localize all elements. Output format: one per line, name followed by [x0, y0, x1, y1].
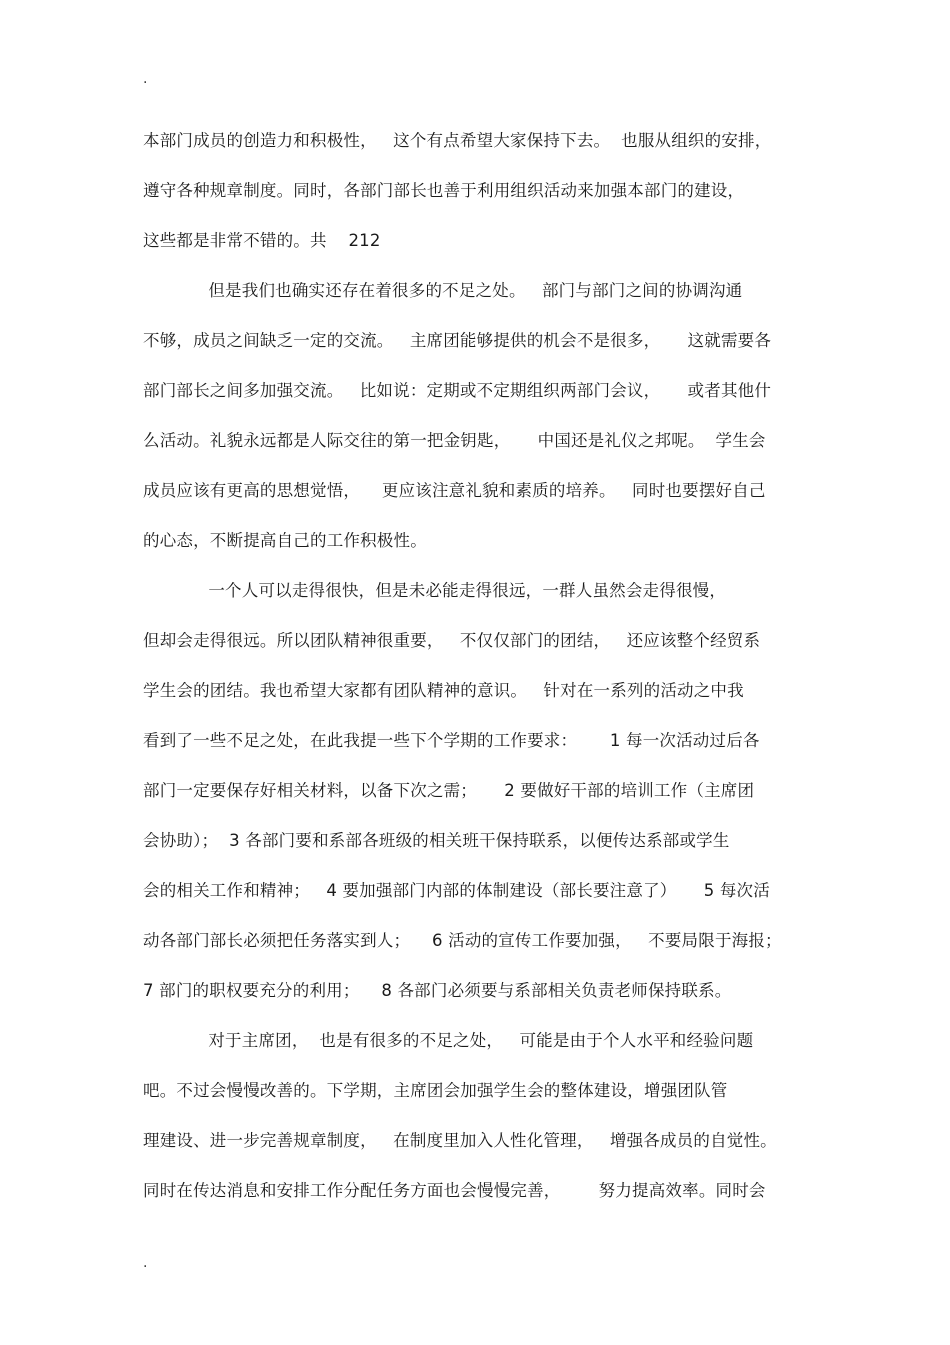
text-line-2: 遵守各种规章制度。同时，各部门部长也善于利用组织活动来加强本部门的建设， — [143, 181, 745, 200]
text-line-8: 成员应该有更高的思想觉悟， 更应该注意礼貌和素质的培养。 同时也要摆好自己 — [143, 481, 766, 500]
text-line-4: 但是我们也确实还存在着很多的不足之处。 部门与部门之间的协调沟通 — [143, 281, 743, 300]
text-line-12: 学生会的团结。我也希望大家都有团队精神的意识。 针对在一系列的活动之中我 — [143, 681, 744, 700]
text-line-1: 本部门成员的创造力和积极性， 这个有点希望大家保持下去。 也服从组织的安排， — [143, 131, 772, 150]
text-line-10: 一个人可以走得很快，但是未必能走得很远，一群人虽然会走得很慢， — [143, 581, 727, 600]
text-line-15: 会协助）； 3 各部门要和系部各班级的相关班干保持联系，以便传达系部或学生 — [143, 831, 730, 850]
text-line-6: 部门部长之间多加强交流。 比如说：定期或不定期组织两部门会议， 或者其他什 — [143, 381, 772, 400]
text-line-21: 理建设、进一步完善规章制度， 在制度里加入人性化管理， 增强各成员的自觉性。 — [143, 1131, 777, 1150]
text-line-16: 会的相关工作和精神； 4 要加强部门内部的体制建设（部长要注意了） 5 每次活 — [143, 881, 770, 900]
text-line-13: 看到了一些不足之处，在此我提一些下个学期的工作要求： 1 每一次活动过后各 — [143, 731, 760, 750]
text-line-17: 动各部门部长必须把任务落实到人； 6 活动的宣传工作要加强， 不要局限于海报； — [143, 931, 782, 950]
text-line-19: 对于主席团， 也是有很多的不足之处， 可能是由于个人水平和经验问题 — [143, 1031, 754, 1050]
text-line-5: 不够，成员之间缺乏一定的交流。 主席团能够提供的机会不是很多， 这就需要各 — [143, 331, 772, 350]
text-line-11: 但却会走得很远。所以团队精神很重要， 不仅仅部门的团结， 还应该整个经贸系 — [143, 631, 761, 650]
text-line-9: 的心态，不断提高自己的工作积极性。 — [143, 531, 427, 550]
page-top-mark: . — [143, 71, 148, 87]
text-line-20: 吧。不过会慢慢改善的。下学期，主席团会加强学生会的整体建设，增强团队管 — [143, 1081, 728, 1100]
page-bottom-mark: . — [143, 1255, 148, 1271]
text-line-14: 部门一定要保存好相关材料，以备下次之需； 2 要做好干部的培训工作（主席团 — [143, 781, 755, 800]
text-line-18: 7 部门的职权要充分的利用； 8 各部门必须要与系部相关负责老师保持联系。 — [143, 981, 732, 1000]
text-line-7: 么活动。礼貌永远都是人际交往的第一把金钥匙， 中国还是礼仪之邦呢。 学生会 — [143, 431, 766, 450]
text-line-22: 同时在传达消息和安排工作分配任务方面也会慢慢完善， 努力提高效率。同时会 — [143, 1181, 766, 1200]
text-line-3: 这些都是非常不错的。共 212 — [143, 231, 381, 250]
